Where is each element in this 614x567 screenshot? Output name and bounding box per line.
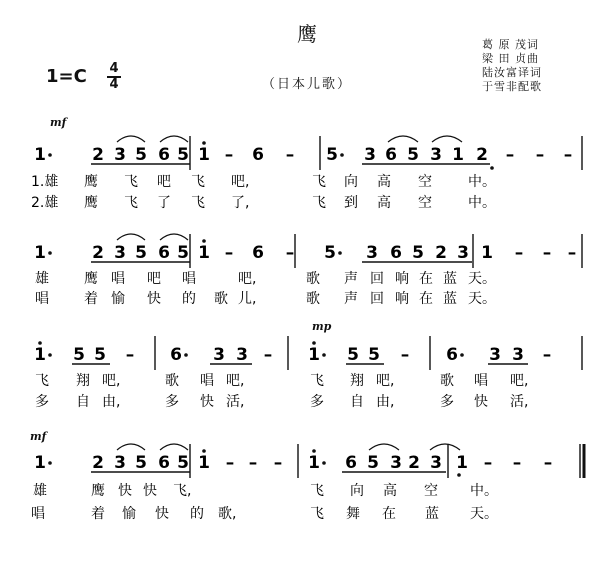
lyric-word: 天。 [468,271,496,287]
lyric-word: 吧, [226,373,245,389]
lyric-word: 多 [165,394,179,410]
note: 5 [177,243,189,263]
credit-arranger: 于雪非配歌 [482,80,542,93]
lyric-word: 声 [344,271,358,287]
high-octave-dot [312,449,316,453]
slur-arc [388,136,418,142]
slur-arc [369,444,399,450]
note: 3 [489,345,501,365]
meter-bottom: 4 [109,76,119,92]
note: 2 [476,145,488,165]
lyric-word: 快 [147,291,161,307]
lyric-word: 在 [419,271,433,287]
lyric-word: 飞 [310,483,324,499]
note: 6 [158,145,170,165]
note: 5 [73,345,85,365]
lyric-word: 歌 [214,291,228,307]
lyric-word: 飞 [312,174,326,190]
dotted-note-dot [340,153,344,157]
dynamic-mark-mp: mp [312,320,332,333]
note: 3 [114,243,126,263]
credit-translator: 陆汝富译词 [482,66,542,79]
note: 2 [408,453,420,473]
song-title: 鹰 [297,22,317,46]
lyric-word: 唱 [182,271,196,287]
note: 5 [412,243,424,263]
note: 3 [390,453,402,473]
dotted-note-dot [48,461,52,465]
lyric-word: 空 [418,174,432,190]
lyric-word: 在 [382,506,396,522]
lyric-word: 飞 [191,174,205,190]
lyric-word: 着 [84,291,98,307]
note: 1 [198,145,210,165]
note: 1 [34,453,46,473]
lyric-word: 歌 [306,271,320,287]
lyric-word: 唱 [35,291,49,307]
lyric-word: 天。 [470,506,498,522]
note: 3 [430,145,442,165]
note: 1 [481,243,493,263]
note: 1 [456,453,468,473]
lyric-word: 多 [440,394,454,410]
dash-note: – [543,453,553,473]
note: 2 [92,453,104,473]
low-octave-dot [457,473,461,477]
note: 2 [92,145,104,165]
note: 1 [34,243,46,263]
high-octave-dot [202,449,206,453]
lyric-word: 吧, [510,373,529,389]
note: 2 [92,243,104,263]
note: 3 [457,243,469,263]
dash-note: – [225,453,235,473]
slur-arc [160,136,188,142]
lyric-word: 飞, [173,483,192,499]
dash-note: – [514,243,524,263]
note: 3 [114,453,126,473]
lyric-word: 快 [143,483,157,499]
lyric-word: 中。 [470,483,498,499]
lyric-word: 鹰 [84,271,98,287]
low-octave-dot [490,166,494,170]
slur-arc [160,444,188,450]
note: 1 [308,453,320,473]
dotted-note-dot [460,353,464,357]
lyric-word: 唱 [200,373,214,389]
dash-note: – [248,453,258,473]
lyric-word: 1.雄 [31,174,59,190]
note: 6 [158,453,170,473]
lyric-word: 歌, [218,506,237,522]
lyric-word: 吧, [376,373,395,389]
lyric-word: 着 [91,506,105,522]
note: 2 [435,243,447,263]
lyric-word: 雄 [35,271,49,287]
dash-note: – [542,243,552,263]
lyric-word: 飞 [191,195,205,211]
lyric-word: 愉 [111,291,125,307]
lyric-word: 愉 [122,506,136,522]
dash-note: – [567,243,577,263]
lyric-word: 活, [226,394,245,410]
note: 1 [34,145,46,165]
note: 1 [34,345,46,365]
slur-arc [117,234,145,240]
dotted-note-dot [48,153,52,157]
note: 6 [252,145,264,165]
lyric-word: 唱 [31,506,45,522]
lyric-word: 自 [350,394,364,410]
slur-arc [160,234,188,240]
note: 5 [135,453,147,473]
lyric-word: 吧, [102,373,121,389]
note: 5 [177,453,189,473]
note: 5 [324,243,336,263]
dotted-note-dot [48,353,52,357]
note: 6 [158,243,170,263]
lyric-word: 中。 [468,174,496,190]
dash-note: – [563,145,573,165]
lyric-word: 歌 [306,291,320,307]
lyric-word: 的 [190,506,204,522]
lyric-word: 翔 [76,373,90,389]
dotted-note-dot [322,353,326,357]
lyric-word: 鹰 [84,174,98,190]
dash-note: – [542,345,552,365]
lyric-word: 天。 [468,291,496,307]
note: 5 [135,145,147,165]
lyric-word: 向 [350,483,364,499]
note: 3 [430,453,442,473]
dash-note: – [285,243,295,263]
slur-arc [117,444,145,450]
lyric-word: 儿, [238,291,257,307]
lyric-word: 歌 [440,373,454,389]
lyric-word: 高 [377,195,391,211]
lyric-word: 歌 [165,373,179,389]
high-octave-dot [38,341,42,345]
note: 6 [252,243,264,263]
dash-note: – [400,345,410,365]
lyric-word: 鹰 [84,195,98,211]
dotted-note-dot [322,461,326,465]
lyric-word: 多 [310,394,324,410]
note: 6 [345,453,357,473]
lyric-word: 鹰 [91,483,105,499]
dash-note: – [273,453,283,473]
note: 3 [236,345,248,365]
slur-arc [117,136,145,142]
meter-top: 4 [109,61,119,76]
slur-arc [430,444,460,450]
lyric-word: 多 [35,394,49,410]
lyric-word: 响 [395,291,409,307]
dash-note: – [125,345,135,365]
note: 5 [367,453,379,473]
lyric-word: 蓝 [425,506,439,522]
note: 5 [347,345,359,365]
lyric-word: 了 [157,195,171,211]
lyric-word: 飞 [124,174,138,190]
lyric-word: 蓝 [443,291,457,307]
lyric-word: 自 [76,394,90,410]
note: 1 [198,453,210,473]
dash-note: – [483,453,493,473]
dash-note: – [535,145,545,165]
lyric-word: 活, [510,394,529,410]
lyric-word: 蓝 [443,271,457,287]
lyric-word: 声 [344,291,358,307]
lyric-word: 飞 [310,506,324,522]
key-signature: 1=C [46,66,87,87]
lyric-word: 雄 [33,483,47,499]
credit-composer: 梁 田 贞曲 [482,52,539,65]
high-octave-dot [202,239,206,243]
note: 3 [366,243,378,263]
dotted-note-dot [184,353,188,357]
lyric-word: 飞 [35,373,49,389]
dotted-note-dot [338,251,342,255]
note: 3 [213,345,225,365]
lyric-word: 翔 [350,373,364,389]
dash-note: – [263,345,273,365]
lyric-word: 唱 [111,271,125,287]
slur-arc [432,136,462,142]
note: 5 [177,145,189,165]
lyric-word: 向 [344,174,358,190]
lyric-word: 快 [155,506,169,522]
lyric-word: 快 [118,483,132,499]
lyric-word: 由, [102,394,121,410]
high-octave-dot [202,141,206,145]
note: 1 [452,145,464,165]
lyric-word: 吧, [231,174,250,190]
dash-note: – [512,453,522,473]
note: 5 [368,345,380,365]
lyric-word: 飞 [310,373,324,389]
lyric-word: 由, [376,394,395,410]
lyric-word: 回 [370,291,384,307]
note: 5 [94,345,106,365]
dynamic-mark-mf: mf [50,116,67,129]
lyric-word: 高 [383,483,397,499]
lyric-word: 了, [231,195,250,211]
credit-lyricist: 葛 原 茂词 [482,38,539,51]
lyric-word: 到 [344,195,358,211]
lyric-word: 空 [424,483,438,499]
lyric-word: 吧, [238,271,257,287]
note: 3 [364,145,376,165]
lyric-word: 快 [200,394,214,410]
lyric-word: 响 [395,271,409,287]
lyric-word: 舞 [346,506,360,522]
note: 6 [385,145,397,165]
dash-note: – [505,145,515,165]
dash-note: – [285,145,295,165]
lyric-word: 快 [474,394,488,410]
dotted-note-dot [48,251,52,255]
note: 6 [390,243,402,263]
lyric-word: 高 [377,174,391,190]
dynamic-mark-mf-2: mf [30,430,47,443]
lyric-word: 回 [370,271,384,287]
lyric-word: 飞 [312,195,326,211]
lyric-word: 在 [419,291,433,307]
note: 1 [308,345,320,365]
lyric-word: 空 [418,195,432,211]
song-subtitle: （日本儿歌） [262,77,353,92]
dash-note: – [224,145,234,165]
note: 5 [135,243,147,263]
note: 6 [446,345,458,365]
note: 5 [326,145,338,165]
note: 3 [114,145,126,165]
lyric-word: 吧 [147,271,161,287]
high-octave-dot [312,341,316,345]
lyric-word: 飞 [124,195,138,211]
note: 6 [170,345,182,365]
lyric-word: 唱 [474,373,488,389]
lyric-word: 中。 [468,195,496,211]
note: 3 [512,345,524,365]
lyric-word: 吧 [157,174,171,190]
lyric-word: 的 [182,291,196,307]
lyric-word: 2.雄 [31,195,59,211]
note: 1 [198,243,210,263]
note: 5 [407,145,419,165]
dash-note: – [224,243,234,263]
